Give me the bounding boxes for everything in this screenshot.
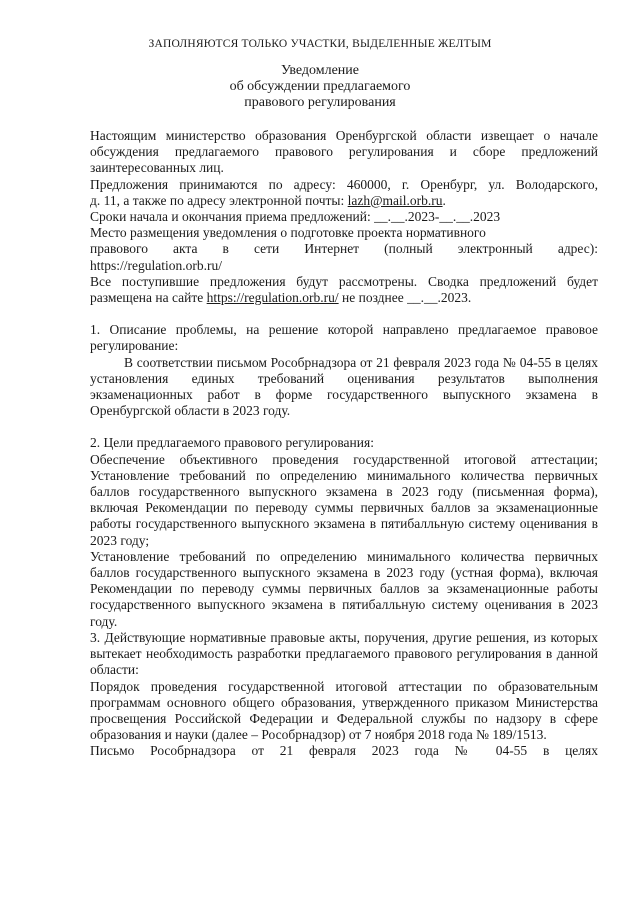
document-title (0, 63, 640, 111)
section3-heading: 3. Действующие нормативные правовые акты, поручения, другие решения, из которых вытекает необходимость разработки предлагаемого правового регулирования в данной области: (90, 629, 598, 678)
section3-para2: Письмо Рособрнадзора от 21 февраля 2023 года № 04-55 в целях (90, 743, 598, 759)
intro-place-line1: Место размещения уведомления о подготовке проекта нормативного (90, 225, 486, 241)
intro-summary: Все поступившие предложения будут рассмотрены. Сводка предложений будет размещена на сайте https://regulation.orb.ru/ не позднее __.__.2023. (90, 273, 598, 306)
section3-para1: Порядок проведения государственной итоговой аттестации по образовательным программам основного общего образования, утвержденного приказом Министерства просвещения Российской Федерации и Федеральной службы по надзору в сфере образования и науки (далее – Рособрнадзор) от 7 ноября 2018 года № 189/1513. (90, 678, 598, 743)
title-line-3: правового регулирования (244, 95, 396, 110)
spacer (90, 306, 598, 322)
section2-para1: Обеспечение объективного проведения государственной итоговой аттестации; Установление требований по определению минимального количества первичных баллов государственного выпускного экзамена в 2023 году (письменная форма), включая Рекомендации по переводу суммы первичных баллов за экзаменационные работы государственного выпускного экзамена в пятибалльную систему оценивания в 2023 году; (90, 451, 598, 548)
intro-place-url[interactable]: https://regulation.orb.ru/ (90, 257, 222, 273)
email-link[interactable]: lazh@mail.orb.ru (347, 192, 443, 208)
intro-notice: Настоящим министерство образования Оренбургской области извещает о начале обсуждения предлагаемого правового регулирования и сборе предложений заинтересованных лиц. (90, 128, 598, 176)
title-line-1: Уведомление (280, 63, 359, 78)
section2-para2: Установление требований по определению минимального количества первичных баллов государственного выпускного экзамена в 2023 году (устная форма), включая Рекомендации по переводу суммы первичных баллов за экзаменационные работы государственного выпускного экзамена в пятибалльную систему оценивания в 2023 году. (90, 548, 598, 629)
document-body (90, 128, 598, 760)
spacer (90, 419, 598, 435)
section2-heading: 2. Цели предлагаемого правового регулирования: (90, 435, 374, 451)
intro-address-line2: д. 11, а также по адресу электронной почты: lazh@mail.orb.ru. (90, 192, 446, 208)
intro-place-line2: правового акта в сети Интернет (полный электронный адрес): (90, 241, 598, 257)
section1-text: В соответствии письмом Рособрнадзора от 21 февраля 2023 года № 04-55 в целях установления единых требований оценивания результатов выполнения экзаменационных работ в форме государственного выпускного экзамена в Оренбургской области в 2023 году. (90, 354, 598, 419)
summary-link[interactable]: https://regulation.orb.ru/ (206, 290, 339, 306)
header-note: ЗАПОЛНЯЮТСЯ ТОЛЬКО УЧАСТКИ, ВЫДЕЛЕННЫЕ ЖЕЛТЫМ (148, 38, 492, 50)
intro-dates: Сроки начала и окончания приема предложений: __.__.2023-__.__.2023 (90, 209, 501, 225)
title-line-2: об обсуждении предлагаемого (229, 79, 411, 94)
intro-address-line1: Предложения принимаются по адресу: 460000, г. Оренбург, ул. Володарского, (90, 176, 598, 192)
section1-heading: 1. Описание проблемы, на решение которой направлено предлагаемое правовое регулирование: (90, 322, 598, 354)
